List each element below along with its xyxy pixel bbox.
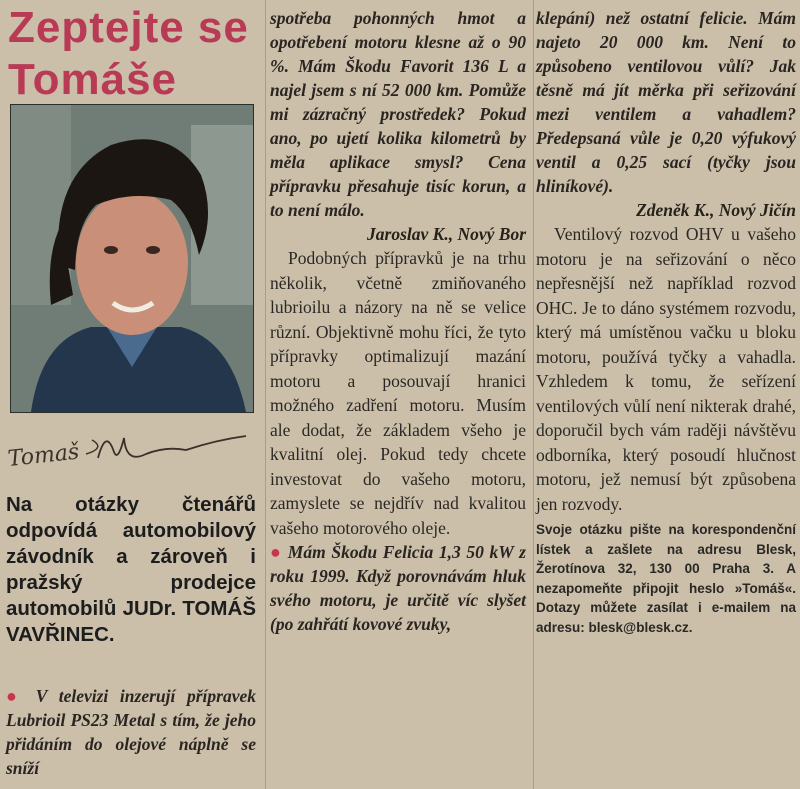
title-line-1: Zeptejte se xyxy=(8,3,249,52)
bullet-icon: ● xyxy=(6,686,25,706)
column-divider xyxy=(265,0,266,789)
answer-1: Podobných přípravků je na trhu několik, včetně zmiňovaného lubrioilu a názory na ně se velice různí. Objektivně mohu říci, že tyto přípravky optimalizují mazání motoru a posouvají hranici možného zadření motoru. Musím ale dodat, že základem všeho je kvalitní olej. Pokud tedy chcete investovat do vašeho motoru, zamyslete se nejdřív nad kvalitou vašeho motorového oleje. xyxy=(270,248,526,538)
column-right xyxy=(536,0,796,789)
column-title xyxy=(8,2,258,106)
intro-text: Na otázky čtenářů odpovídá automobilový závodník a zároveň i pražský prodejce automobilů JUDr. TOMÁŠ VAVŘINEC. xyxy=(6,493,256,646)
answer-2: Ventilový rozvod OHV u vašeho motoru je na seřizování o něco nepřesnější než například rozvod OHC. Je to dáno systémem rozvodu, který má umístěnou vačku u bloku motoru, používá tyčky a vahadla. Vzhledem k tomu, že seřízení ventilových vůlí není nikterak drahé, doporučil bych vám raději návštěvu odborníka, který posoudí hlučnost motoru, jež nemusí být způsobena jen rozvody. xyxy=(536,224,796,514)
question-1-part-2: spotřeba pohonných hmot a opotřebení motoru klesne až o 90 %. Mám Škodu Favorit 136 L a najel jsem s ní 52 000 km. Pomůže mi zázračný prostředek? Pokud ano, po ujetí kolika kilometrů by měla aplikace smysl? Cena přípravku přesahuje tisíc korun, a to není málo. xyxy=(270,8,526,220)
question-2-signer: Zdeněk K., Nový Jičín xyxy=(636,200,796,220)
author-photo xyxy=(10,104,254,413)
question-1-signer: Jaroslav K., Nový Bor xyxy=(367,224,526,244)
bullet-icon: ● xyxy=(270,542,283,562)
column-middle xyxy=(270,0,532,789)
author-signature xyxy=(6,418,256,480)
submission-info: Svoje otázku pište na korespondenční lístek a zašlete na adresu Blesk, Žerotínova 32, 130 00 Praha 3. A nezapomeňte připojit heslo »Tomáš«. Dotazy můžete zasílat i e-mailem na adresu: blesk@blesk.cz. xyxy=(536,522,796,635)
question-1-part-1: V televizi inzerují přípravek Lubrioil PS23 Metal s tím, že jeho přidáním do olejové náplně se sníží xyxy=(6,686,256,778)
question-1-start xyxy=(6,684,256,780)
question-2-part-1: Mám Škodu Felicia 1,3 50 kW z roku 1999. Když porovnávám hluk svého motoru, je určitě víc slyšet (po zahřátí kovové zvuky, xyxy=(270,542,526,634)
svg-text:Tomaš: Tomaš xyxy=(6,439,81,472)
column-divider xyxy=(533,0,534,789)
question-2-part-2: klepání) než ostatní felicie. Mám najeto 20 000 km. Není to způsobeno ventilovou vůlí? Jak těsně má jít měrka při seřizování mezi ventilem a vahadlem? Předepsaná vůle je 0,20 výfukový ventil a 0,25 sací (tyčky jsou hliníkové). xyxy=(536,8,796,196)
title-line-2: Tomáše xyxy=(8,55,178,104)
question-2-start xyxy=(270,540,526,636)
column-left xyxy=(0,0,262,789)
